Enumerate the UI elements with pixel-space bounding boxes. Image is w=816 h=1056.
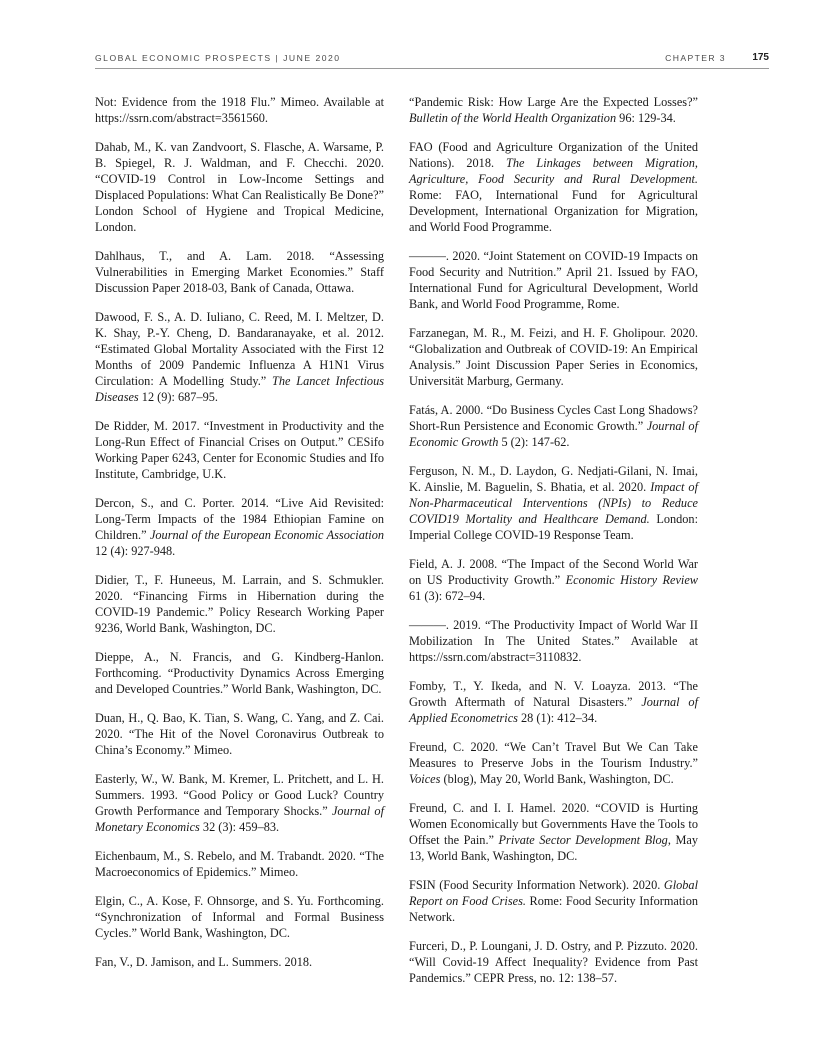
reference-text: (blog), May 20, World Bank, Washington, DC. <box>440 772 674 786</box>
reference-entry <box>409 800 698 864</box>
reference-text: FSIN (Food Security Information Network). 2020. <box>409 878 664 892</box>
reference-text: Dahab, M., K. van Zandvoort, S. Flasche, A. Warsame, P. B. Spiegel, R. J. Waldman, and F. Checchi. 2020. “COVID-19 Control in Low-Income Settings and Displaced Populations: What Can Realistically Be Done?” London School of Hygiene and Tropical Medicine, London. <box>95 140 384 234</box>
reference-text: , May 13, World Bank, Washington, DC. <box>409 833 698 863</box>
reference-title-italic: Bulletin of the World Health Organization <box>409 111 617 125</box>
reference-entry <box>95 248 384 296</box>
reference-text: Didier, T., F. Huneeus, M. Larrain, and S. Schmukler. 2020. “Financing Firms in Hibernation during the COVID-19 Pandemic.” Policy Research Working Paper 9236, World Bank, Washington, DC. <box>95 573 384 635</box>
reference-text: Elgin, C., A. Kose, F. Ohnsorge, and S. Yu. Forthcoming. “Synchronization of Informal and Formal Business Cycles.” World Bank, Washington, DC. <box>95 894 384 940</box>
reference-title-italic: Private Sector Development Blog <box>498 833 668 847</box>
reference-text: Duan, H., Q. Bao, K. Tian, S. Wang, C. Yang, and Z. Cai. 2020. “The Hit of the Novel Coronavirus Outbreak to China’s Economy.” Mimeo. <box>95 711 384 757</box>
reference-entry <box>409 402 698 450</box>
reference-text: Not: Evidence from the 1918 Flu.” Mimeo. Available at https://ssrn.com/abstract=3561560. <box>95 95 384 125</box>
reference-entry <box>409 325 698 389</box>
reference-text: Dawood, F. S., A. D. Iuliano, C. Reed, M. I. Meltzer, D. K. Shay, P.-Y. Cheng, D. Bandaranayake, et al. 2012. “Estimated Global Mortality Associated with the First 12 Months of 2009 Pandemic Influenza A H1N1 Virus Circulation: A Modelling Study.” <box>95 310 384 388</box>
reference-title-italic: Impact of Non-Pharmaceutical Interventions (NPIs) to Reduce COVID19 Mortality and Healthcare Demand. <box>409 480 698 526</box>
reference-title-italic: Journal of Economic Growth <box>409 419 698 449</box>
publication-title: GLOBAL ECONOMIC PROSPECTS | JUNE 2020 <box>95 53 341 63</box>
reference-title-italic: The Lancet Infectious Diseases <box>95 374 385 404</box>
reference-text: Dahlhaus, T., and A. Lam. 2018. “Assessing Vulnerabilities in Emerging Market Economies.” Staff Discussion Paper 2018-03, Bank of Canada, Ottawa. <box>95 249 384 295</box>
reference-entry <box>95 848 384 880</box>
reference-text: Ferguson, N. M., D. Laydon, G. Nedjati-Gilani, N. Imai, K. Ainslie, M. Baguelin, S. Bhatia, et al. 2020. <box>409 464 698 494</box>
reference-text: 12 (4): 927-948. <box>95 544 176 558</box>
reference-entry <box>95 893 384 941</box>
reference-text: Field, A. J. 2008. “The Impact of the Second World War on US Productivity Growth.” <box>409 557 698 587</box>
reference-entry <box>95 139 384 235</box>
reference-text: Farzanegan, M. R., M. Feizi, and H. F. Gholipour. 2020. “Globalization and Outbreak of COVID-19: An Empirical Analysis.” Joint Discussion Paper Series in Economics, Universität Marburg, Germany. <box>409 326 698 388</box>
reference-text: Rome: FAO, International Fund for Agricultural Development, International Organization for Migration, and World Food Programme. <box>409 188 698 234</box>
references-left-column <box>95 94 384 970</box>
reference-text: Freund, C. 2020. “We Can’t Travel But We Can Take Measures to Preserve Jobs in the Tourism Industry.” <box>409 740 698 770</box>
reference-text: 61 (3): 672–94. <box>409 589 486 603</box>
reference-entry <box>95 771 384 835</box>
reference-text: 96: 129-34. <box>616 111 676 125</box>
reference-entry <box>409 94 698 126</box>
reference-entry <box>409 617 698 665</box>
reference-entry <box>95 418 384 482</box>
reference-entry <box>409 877 698 925</box>
reference-text: De Ridder, M. 2017. “Investment in Productivity and the Long-Run Effect of Financial Crises on Output.” CESifo Working Paper 6243, Center for Economic Studies and Ifo Institute, Cambridge, U.K. <box>95 419 384 481</box>
reference-text: 32 (3): 459–83. <box>199 820 280 834</box>
reference-title-italic: Voices <box>409 772 441 786</box>
reference-entry <box>95 572 384 636</box>
reference-title-italic: Global Report on Food Crises. <box>409 878 698 908</box>
reference-title-italic: Journal of Monetary Economics <box>95 804 384 834</box>
reference-text: FAO (Food and Agriculture Organization of the United Nations). 2018. <box>409 140 698 170</box>
reference-title-italic: Journal of the European Economic Association <box>149 528 384 542</box>
reference-text: Dieppe, A., N. Francis, and G. Kindberg-Hanlon. Forthcoming. “Productivity Dynamics Across Emerging and Developed Countries.” World Bank, Washington, DC. <box>95 650 384 696</box>
reference-entry <box>409 248 698 312</box>
reference-entry <box>95 710 384 758</box>
reference-text: 28 (1): 412–34. <box>517 711 598 725</box>
reference-entry <box>409 139 698 235</box>
reference-text: Fan, V., D. Jamison, and L. Summers. 2018. <box>95 955 313 969</box>
header-divider <box>95 68 769 69</box>
reference-text: “Pandemic Risk: How Large Are the Expected Losses?” <box>409 95 698 109</box>
reference-text: Freund, C. and I. I. Hamel. 2020. “COVID is Hurting Women Economically but Governments Have the Tools to Offset the Pain.” <box>409 801 698 847</box>
reference-text: Fomby, T., Y. Ikeda, and N. V. Loayza. 2013. “The Growth Aftermath of Natural Disasters.” <box>409 679 698 709</box>
reference-entry <box>409 463 698 543</box>
reference-title-italic: The Linkages between Migration, Agriculture, Food Security and Rural Development. <box>409 156 698 186</box>
reference-entry <box>95 495 384 559</box>
reference-title-italic: Economic History Review <box>565 573 698 587</box>
reference-entry <box>409 678 698 726</box>
reference-text: ———. 2020. “Joint Statement on COVID-19 Impacts on Food Security and Nutrition.” April 21. Issued by FAO, International Fund for Agricultural Development, World Bank, and World Food Programme, Rome. <box>409 249 698 311</box>
references-right-column <box>409 94 698 986</box>
reference-title-italic: Journal of Applied Econometrics <box>409 695 698 725</box>
reference-text: Furceri, D., P. Loungani, J. D. Ostry, and P. Pizzuto. 2020. “Will Covid-19 Affect Inequality? Evidence from Past Pandemics.” CEPR Press, no. 12: 138–57. <box>409 939 698 985</box>
reference-text: Easterly, W., W. Bank, M. Kremer, L. Pritchett, and L. H. Summers. 1993. “Good Policy or Good Luck? Country Growth Performance and Temporary Shocks.” <box>95 772 384 818</box>
reference-entry <box>95 649 384 697</box>
reference-entry <box>409 938 698 986</box>
reference-text: 5 (2): 147-62. <box>498 435 570 449</box>
page-number: 175 <box>752 52 769 63</box>
reference-text: Eichenbaum, M., S. Rebelo, and M. Trabandt. 2020. “The Macroeconomics of Epidemics.” Mimeo. <box>95 849 384 879</box>
reference-text: London: Imperial College COVID-19 Response Team. <box>409 512 698 542</box>
reference-text: 12 (9): 687–95. <box>138 390 218 404</box>
chapter-label: CHAPTER 3 <box>665 53 726 63</box>
reference-text: Fatás, A. 2000. “Do Business Cycles Cast Long Shadows? Short-Run Persistence and Economic Growth.” <box>409 403 698 433</box>
reference-entry <box>409 739 698 787</box>
reference-entry <box>95 309 384 405</box>
reference-text: Dercon, S., and C. Porter. 2014. “Live Aid Revisited: Long-Term Impacts of the 1984 Ethiopian Famine on Children.” <box>95 496 384 542</box>
reference-entry <box>95 94 384 126</box>
reference-entry <box>409 556 698 604</box>
reference-text: Rome: Food Security Information Network. <box>409 894 698 924</box>
reference-entry <box>95 954 384 970</box>
reference-text: ———. 2019. “The Productivity Impact of World War II Mobilization In The United States.” Available at https://ssrn.com/abstract=3110832. <box>409 618 698 664</box>
